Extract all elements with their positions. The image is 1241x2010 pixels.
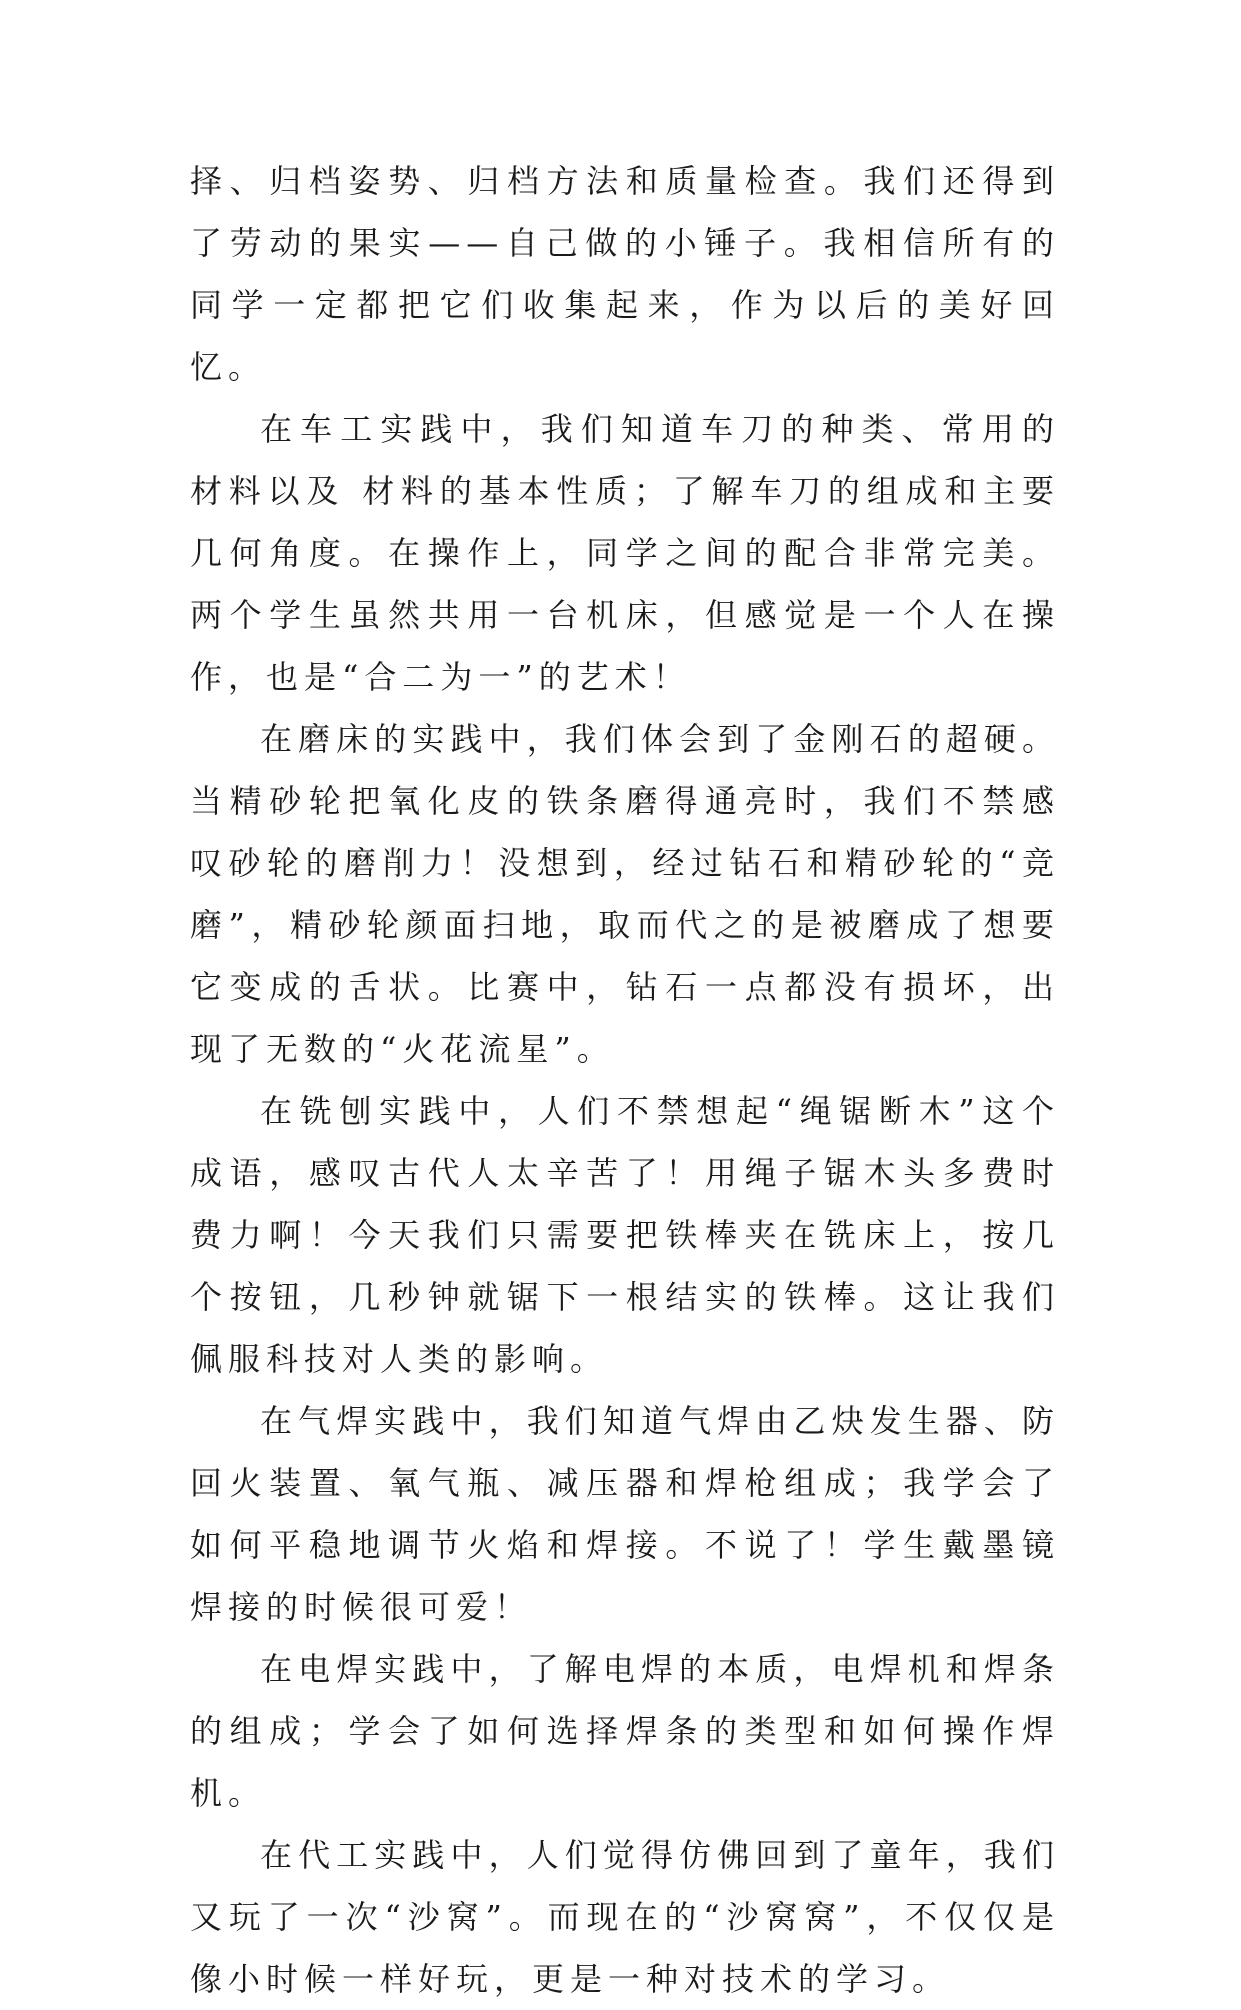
paragraph-3: 在磨床的实践中，我们体会到了金刚石的超硬。当精砂轮把氧化皮的铁条磨得通亮时，我们不禁感叹砂轮的磨削力！没想到，经过钻石和精砂轮的“竞磨”，精砂轮颜面扫地，取而代之的是被磨成了想要它变成的舌状。比赛中，钻石一点都没有损坏，出现了无数的“火花流星”。 bbox=[190, 720, 1060, 1068]
paragraph-4: 在铣刨实践中，人们不禁想起“绳锯断木”这个成语，感叹古代人太辛苦了！用绳子锯木头多费时费力啊！今天我们只需要把铁棒夹在铣床上，按几个按钮，几秒钟就锯下一根结实的铁棒。这让我们佩服科技对人类的影响。 bbox=[190, 1092, 1060, 1378]
document-body bbox=[190, 150, 1060, 2010]
paragraph-5: 在气焊实践中，我们知道气焊由乙炔发生器、防回火装置、氧气瓶、减压器和焊枪组成；我学会了如何平稳地调节火焰和焊接。不说了！学生戴墨镜焊接的时候很可爱！ bbox=[190, 1402, 1060, 1626]
paragraph-2: 在车工实践中，我们知道车刀的种类、常用的 材料以及 材料的基本性质；了解车刀的组成和主要几何角度。在操作上，同学之间的配合非常完美。两个学生虽然共用一台机床，但感觉是一个人在操作，也是“合二为一”的艺术！ bbox=[190, 410, 1060, 696]
paragraph-6: 在电焊实践中，了解电焊的本质，电焊机和焊条的组成；学会了如何选择焊条的类型和如何操作焊机。 bbox=[190, 1650, 1060, 1812]
paragraph-1: 择、归档姿势、归档方法和质量检查。我们还得到了劳动的果实——自己做的小锤子。我相信所有的同学一定都把它们收集起来，作为以后的美好回忆。 bbox=[190, 162, 1060, 386]
paragraph-7: 在代工实践中，人们觉得仿佛回到了童年，我们又玩了一次“沙窝”。而现在的“沙窝窝”，不仅仅是像小时候一样好玩，更是一种对技术的学习。 bbox=[190, 1836, 1060, 1998]
